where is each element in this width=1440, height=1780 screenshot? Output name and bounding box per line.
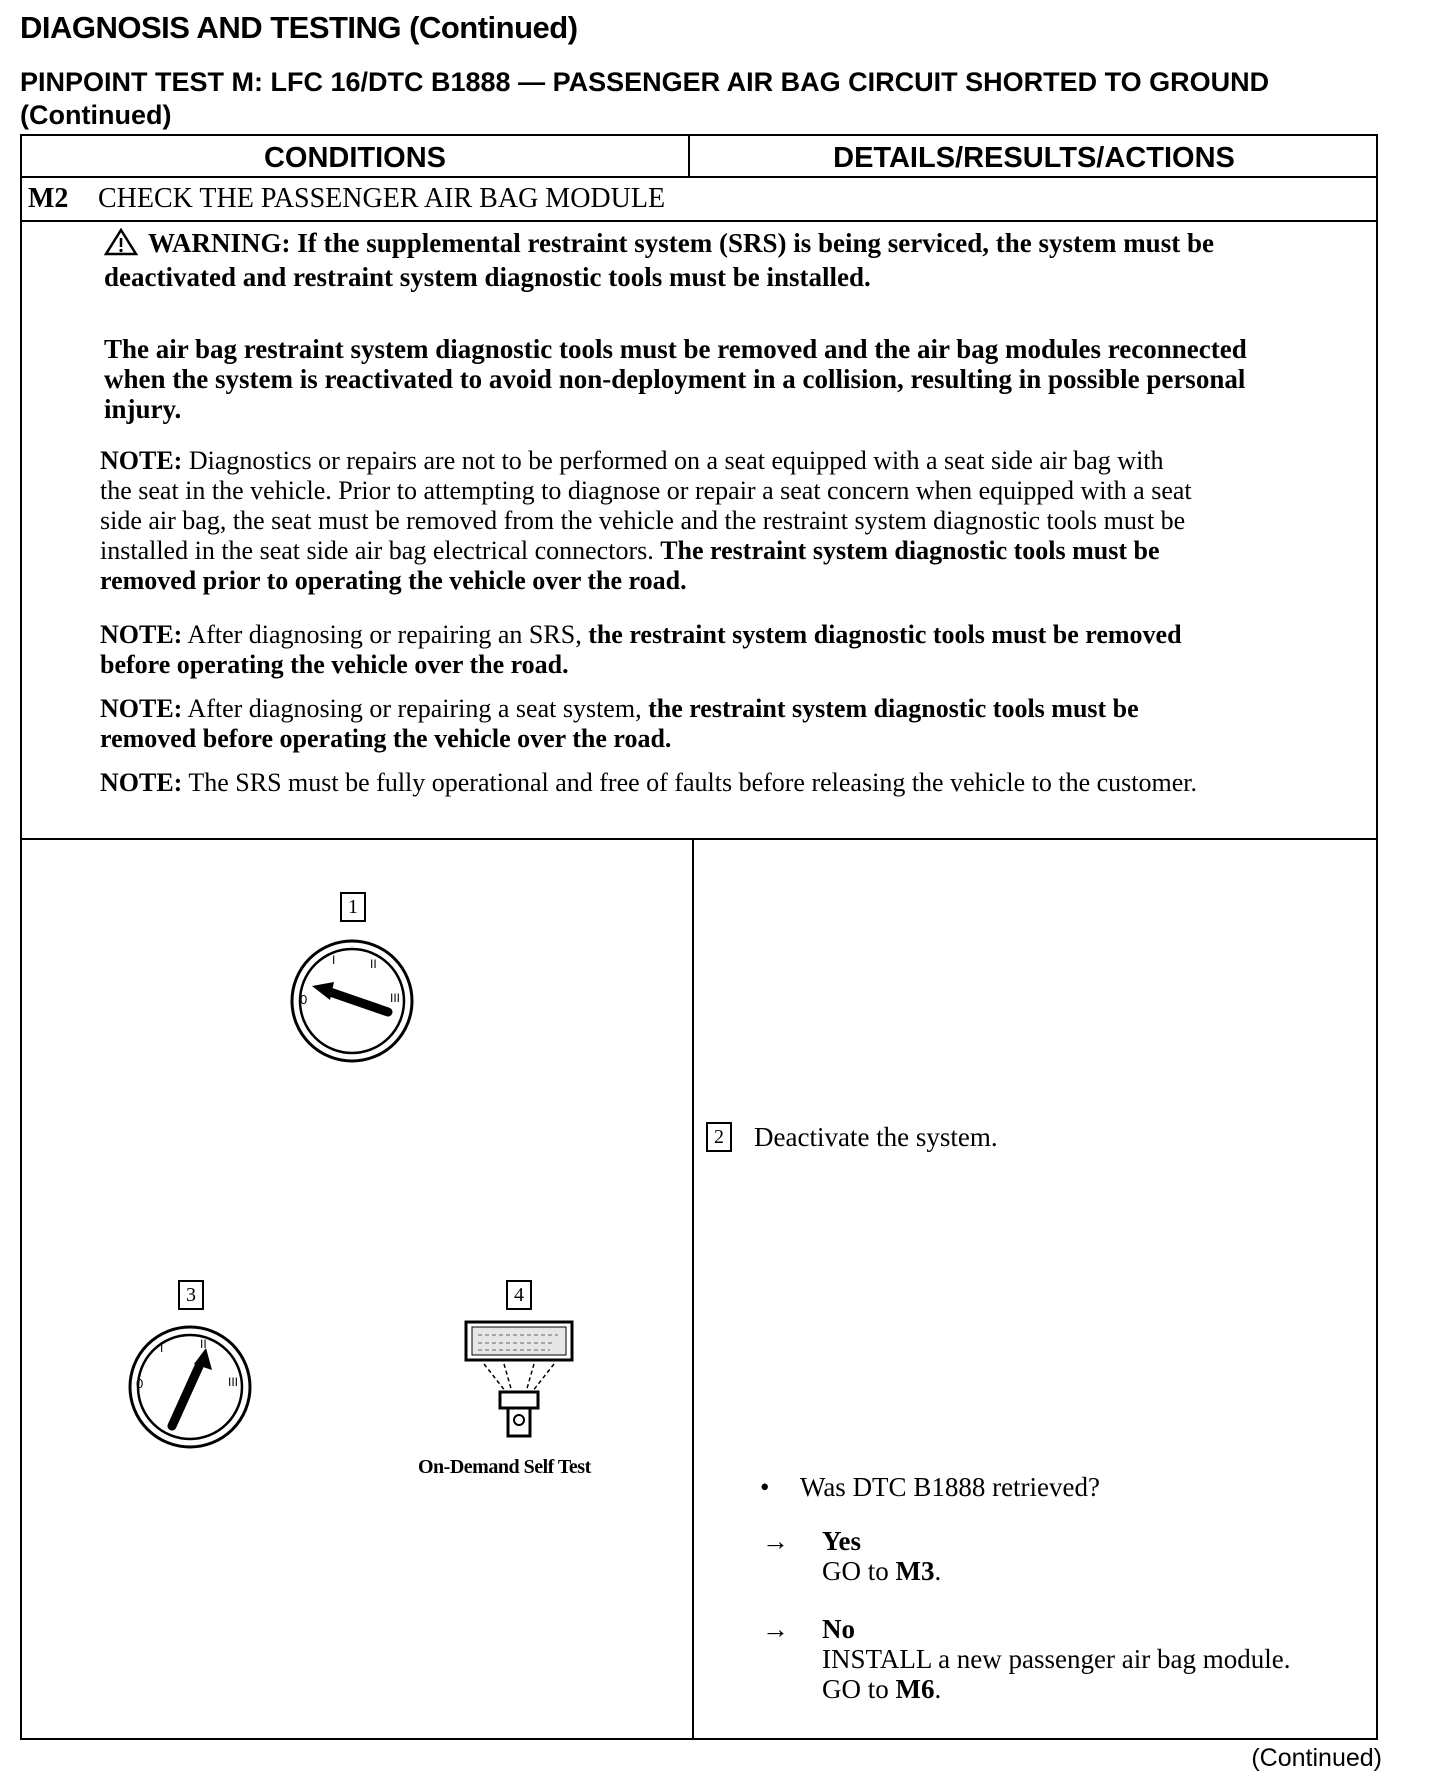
dial-mark-3: III: [390, 991, 401, 1005]
yes-branch: Yes GO to M3.: [822, 1526, 942, 1586]
note-2: NOTE: After diagnosing or repairing an SRS, the restraint system diagnostic tools must be removed before operating the vehicle over the road.: [100, 620, 1182, 679]
procedure-table: [20, 134, 1378, 1740]
note-3: NOTE: After diagnosing or repairing a seat system, the restraint system diagnostic tools must be removed before operating the vehicle over the road.: [100, 694, 1139, 753]
dial-mark-0b: 0: [136, 1376, 144, 1391]
no-arrow-icon: →: [762, 1614, 789, 1644]
callout-3: 3: [178, 1280, 204, 1310]
ignition-switch-off-icon: [282, 936, 422, 1066]
pinpoint-test-title: PINPOINT TEST M: LFC 16/DTC B1888 — PASSENGER AIR BAG CIRCUIT SHORTED TO GROUND (Continued): [20, 67, 1270, 130]
warning-triangle-icon: [104, 228, 138, 262]
warning-text: WARNING: If the supplemental restraint system (SRS) is being serviced, the system must be deactivated and restraint system diagnostic tools must be installed.: [104, 228, 1214, 292]
dial-mark-2: II: [370, 957, 377, 971]
notes-rule: [22, 838, 1376, 840]
step-rule: [22, 220, 1376, 222]
conditions-header: CONDITIONS: [263, 142, 447, 174]
header-rule: [22, 176, 1376, 178]
warning-text-2: The air bag restraint system diagnostic tools must be removed and the air bag modules reconnected when the system is reactivated to avoid non-deployment in a collision, resulting in possible personal injury.: [104, 334, 1247, 424]
dial-mark-1b: I: [160, 1341, 164, 1355]
step-row: [28, 183, 665, 215]
step-id: M2: [28, 183, 69, 214]
dial-mark-2b: II: [200, 1337, 207, 1351]
yes-arrow-icon: →: [762, 1526, 789, 1556]
continued-label: (Continued): [1251, 1744, 1382, 1772]
question: Was DTC B1888 retrieved?: [800, 1472, 1100, 1502]
bullet: •: [760, 1472, 770, 1502]
dial-mark-0: 0: [300, 992, 308, 1007]
no-branch: No INSTALL a new passenger air bag module. GO to M6.: [822, 1614, 1291, 1704]
callout-2: 2: [706, 1122, 732, 1152]
note-4: NOTE: The SRS must be fully operational and free of faults before releasing the vehicle to the customer.: [100, 768, 1198, 797]
body-divider: [692, 838, 694, 1740]
ignition-switch-run-icon: [120, 1322, 260, 1452]
callout-4: 4: [506, 1280, 532, 1310]
dial-mark-1: I: [332, 953, 336, 967]
deactivate-step: Deactivate the system.: [754, 1122, 998, 1152]
dial-mark-3b: III: [228, 1375, 239, 1389]
figure-caption: On-Demand Self Test: [418, 1456, 591, 1478]
callout-1: 1: [340, 892, 366, 922]
page-title: DIAGNOSIS AND TESTING (Continued): [20, 10, 578, 45]
details-header: DETAILS/RESULTS/ACTIONS: [833, 142, 1235, 174]
note-1: NOTE: Diagnostics or repairs are not to be performed on a seat equipped with a seat side air bag with the seat in the vehicle. Prior to attempting to diagnose or repair a seat concern when equipped with a seat side air bag, the seat must be removed from the vehicle and the restraint system diagnostic tools must be installed in the seat side air bag electrical connectors. The restraint system diagnostic tools must be removed prior to operating the vehicle over the road.: [100, 446, 1192, 595]
header-divider: [688, 136, 690, 176]
step-title: CHECK THE PASSENGER AIR BAG MODULE: [98, 183, 666, 214]
scan-tool-icon: [454, 1316, 584, 1446]
